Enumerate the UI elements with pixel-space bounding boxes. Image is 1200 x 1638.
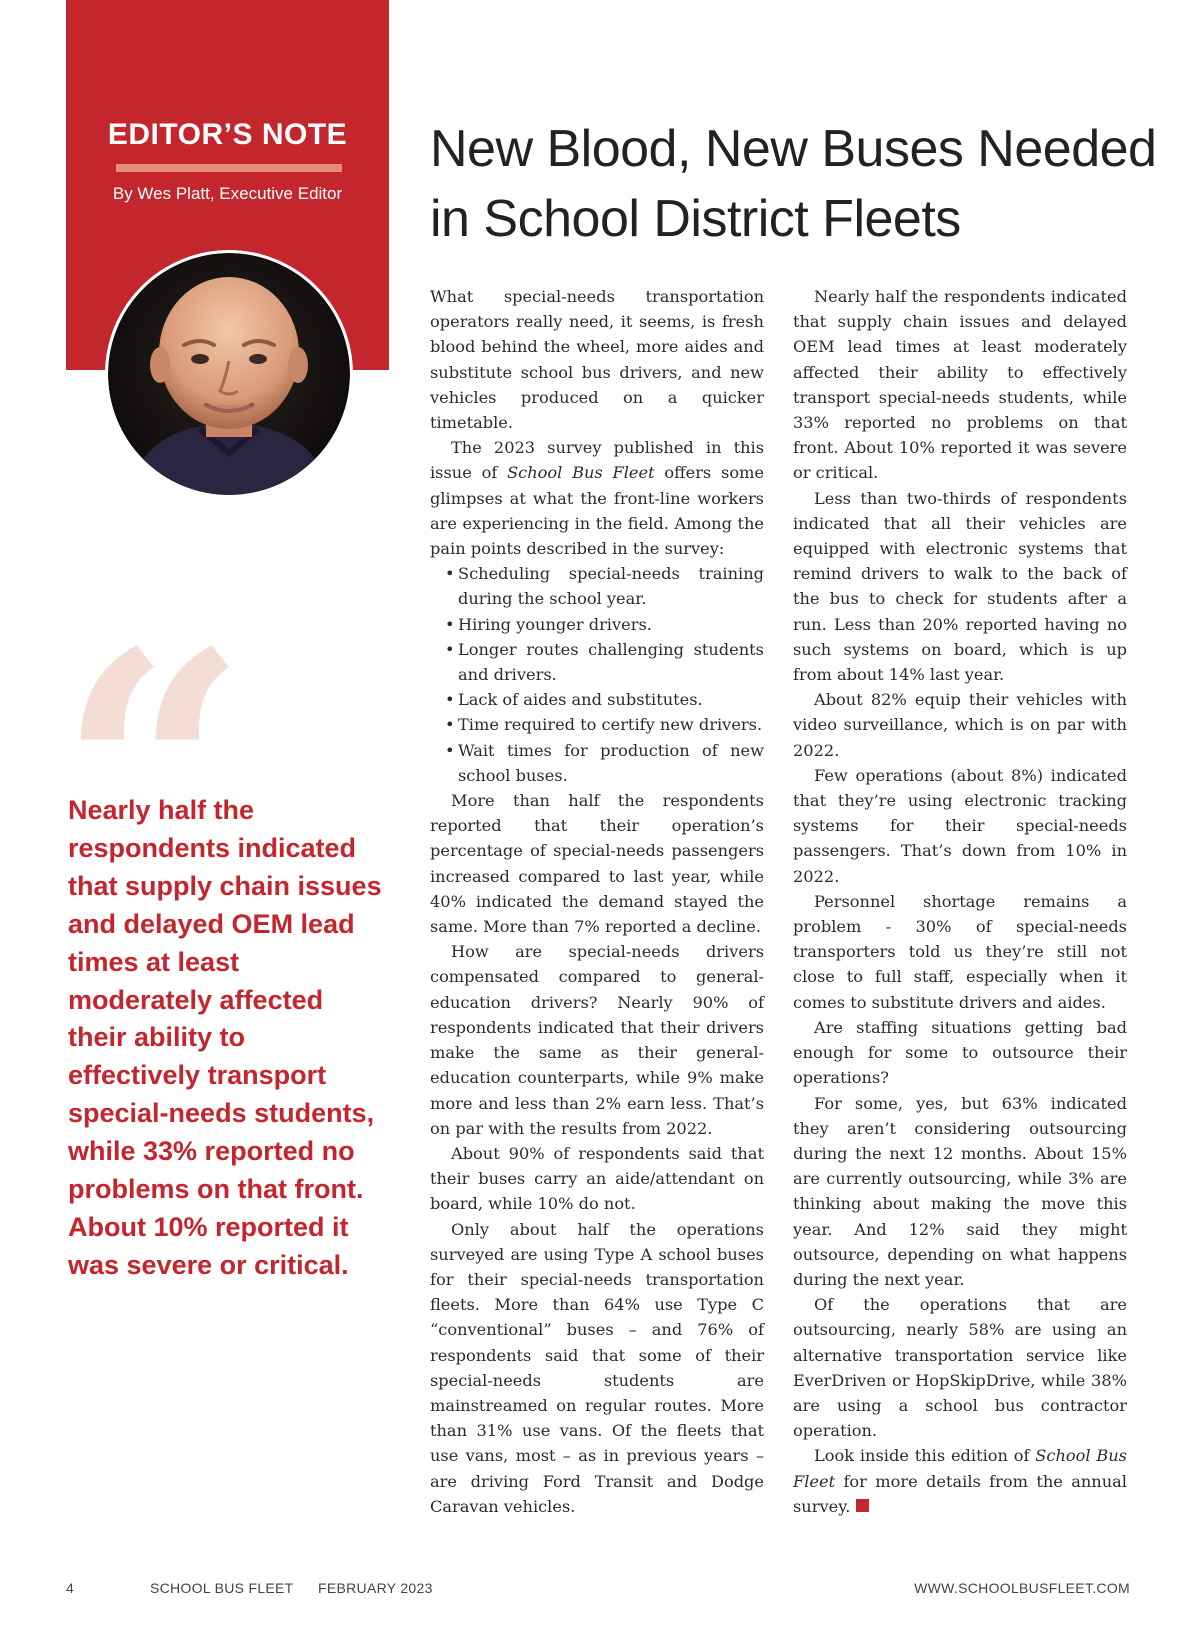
author-portrait-image	[108, 253, 350, 495]
paragraph: Personnel shortage remains a problem - 30% of special-needs transporters told us they’re still not close to full staff, especially when it comes to substitute drivers and aides.	[793, 891, 1127, 1012]
paragraph: About 82% equip their vehicles with video surveillance, which is on par with 2022.	[793, 690, 1127, 760]
paragraph: For some, yes, but 63% indicated they aren’t considering outsourcing during the next 12 months. About 15% are currently outsourcing, while 3% are thinking about making the move this year. And 12% said they might outsource, depending on what happens during the next year.	[793, 1093, 1127, 1289]
section-label: EDITOR’S NOTE	[107, 118, 348, 151]
paragraph: About 90% of respondents said that their buses carry an aide/attendant on board, while 10% do not.	[430, 1143, 764, 1214]
article-column-2	[793, 284, 1127, 1519]
paragraph: Less than two-thirds of respondents indicated that all their vehicles are equipped with electronic systems that remind drivers to walk to the back of the bus to check for students after a run. Less than 20% reported having no such systems on board, which is up from about 14% last year.	[793, 488, 1127, 685]
section-divider	[116, 164, 342, 172]
paragraph: Few operations (about 8%) indicated that they’re using electronic tracking systems for their special-needs passengers. That’s down from 10% in 2022.	[793, 765, 1127, 886]
list-item: • Hiring younger drivers.	[430, 612, 764, 637]
issue-date: FEBRUARY 2023	[318, 1580, 433, 1596]
pull-quote: Nearly half the respondents indicated that supply chain issues and delayed OEM lead times at least moderately affected their ability to effectively transport special-needs students, while 33% reported no problems on that front. About 10% reported it was severe or critical.	[68, 795, 382, 1280]
author-byline: By Wes Platt, Executive Editor	[112, 184, 343, 203]
list-item: • Lack of aides and substitutes.	[430, 687, 764, 712]
list-item: • Wait times for production of new school buses.	[430, 738, 764, 788]
paragraph: More than half the respondents reported that their operation’s percentage of special-needs passengers increased compared to last year, while 40% indicated the demand stayed the same. More than 7% reported a decline.	[430, 791, 764, 937]
paragraph: Look inside this edition of School Bus Fleet for more details from the annual survey.	[793, 1446, 1127, 1516]
paragraph: What special-needs transportation operators really need, it seems, is fresh blood behind the wheel, more aides and substitute school bus drivers, and new vehicles produced on a quicker timetable.	[430, 287, 764, 433]
website-url: WWW.SCHOOLBUSFLEET.COM	[914, 1580, 1130, 1596]
list-item: • Scheduling special-needs training during the school year.	[430, 561, 764, 611]
paragraph: How are special-needs drivers compensated compared to general-education drivers? Nearly 90% of respondents indicated that their drivers make the same as their general-education counterparts, while 9% make more and less than 2% earn less. That’s on par with the results from 2022.	[430, 942, 764, 1138]
publication-title: School Bus Fleet	[793, 1446, 1127, 1491]
paragraph: Only about half the operations surveyed are using Type A school buses for their special-needs transportation fleets. More than 64% use Type C “conventional” buses – and 76% of respondents said that some of their special-needs students are mainstreamed on regular routes. More than 31% use vans. Of the fleets that use vans, most – as in previous years – are driving Ford Transit and Dodge Caravan vehicles.	[430, 1219, 764, 1516]
list-item: • Time required to certify new drivers.	[430, 712, 764, 737]
end-mark-icon	[856, 1499, 869, 1512]
publication-title: School Bus Fleet	[507, 463, 655, 483]
list-item: • Longer routes challenging students and drivers.	[430, 637, 764, 687]
paragraph: Are staffing situations getting bad enough for some to outsource their operations?	[793, 1017, 1127, 1088]
article-headline: New Blood, New Buses Needed in School District Fleets	[430, 120, 1157, 248]
page-number: 4	[66, 1580, 75, 1596]
pain-points-list	[430, 561, 764, 788]
paragraph: Nearly half the respondents indicated that supply chain issues and delayed OEM lead times at least moderately affected their ability to effectively transport special-needs students, while 33% reported no problems on that front. About 10% reported it was severe or critical.	[793, 287, 1127, 483]
article-column-1	[430, 284, 764, 1519]
paragraph: Of the operations that are outsourcing, nearly 58% are using an alternative transportation service like EverDriven or HopSkipDrive, while 38% are using a school bus contractor operation.	[793, 1295, 1127, 1441]
paragraph: The 2023 survey published in this issue of School Bus Fleet offers some glimpses at what the front-line workers are experiencing in the field. Among the pain points described in the survey:	[430, 438, 764, 559]
author-photo	[108, 253, 350, 495]
publication-name: SCHOOL BUS FLEET	[150, 1580, 294, 1596]
